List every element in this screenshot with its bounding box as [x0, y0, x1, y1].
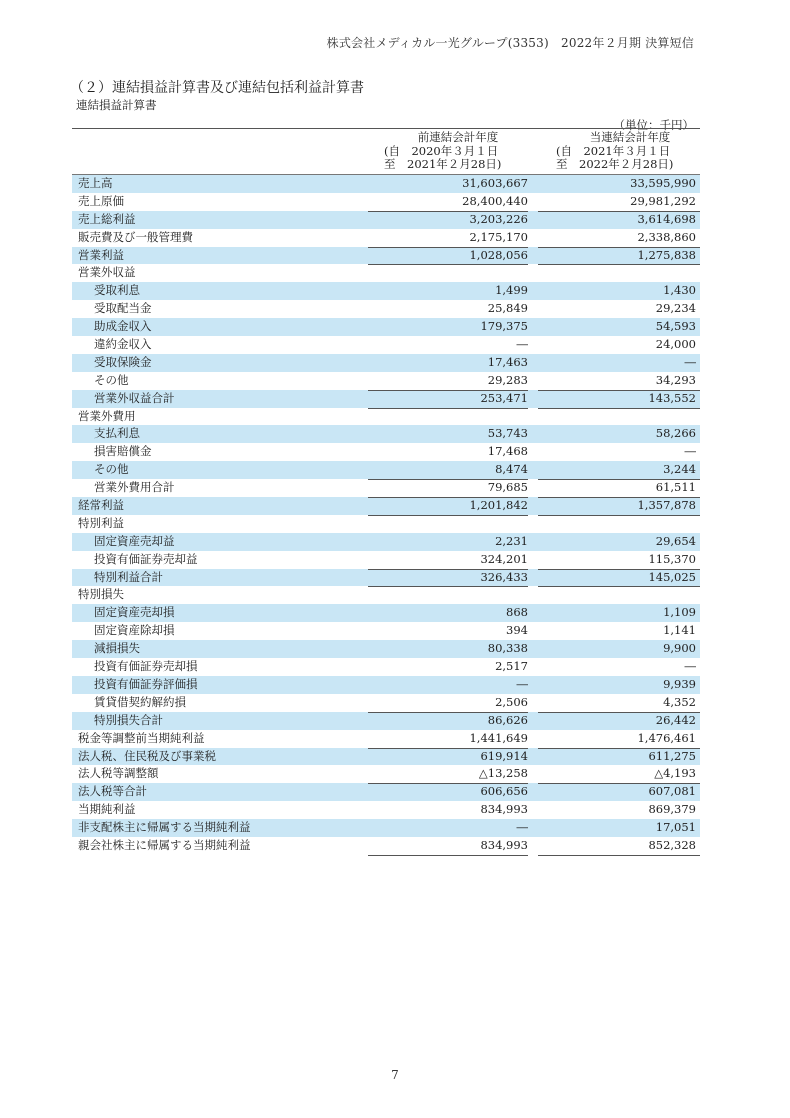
table-row [72, 748, 700, 766]
curr-year-from: (自 2021年３月１日 [556, 143, 671, 158]
value-prev: 1,441,649 [469, 730, 528, 745]
row-label: 受取配当金 [94, 301, 152, 316]
value-curr: 1,357,878 [637, 498, 696, 513]
value-prev: 28,400,440 [462, 193, 528, 208]
value-curr: 58,266 [655, 426, 696, 441]
row-label: 特別利益合計 [94, 569, 163, 584]
value-curr: ― [684, 659, 696, 674]
value-prev: 53,743 [487, 426, 528, 441]
value-prev: 606,656 [480, 784, 528, 799]
table-row [72, 569, 700, 587]
row-label: 法人税等調整額 [78, 766, 159, 781]
value-curr: 143,552 [648, 390, 696, 405]
table-row [72, 461, 700, 479]
section-title: （２）連結損益計算書及び連結包括利益計算書 [70, 80, 364, 96]
table-row [72, 264, 700, 282]
value-curr: 852,328 [648, 837, 696, 852]
statement-subtitle: 連結損益計算書 [76, 98, 157, 112]
row-label: 税金等調整前当期純利益 [78, 730, 205, 745]
curr-year-to: 至 2022年２月28日) [556, 157, 674, 171]
table-row [72, 676, 700, 694]
table-row [72, 658, 700, 676]
column-header-prev-year [378, 131, 538, 172]
row-label: 非支配株主に帰属する当期純利益 [78, 820, 251, 835]
value-curr: ― [684, 444, 696, 459]
value-prev: ― [516, 337, 528, 352]
value-curr: 611,275 [648, 748, 696, 763]
value-prev: ― [516, 676, 528, 691]
value-curr: 34,293 [655, 372, 696, 387]
value-curr: 61,511 [655, 480, 696, 495]
value-prev: 8,474 [495, 462, 528, 477]
table-row [72, 193, 700, 211]
value-curr: 29,981,292 [630, 193, 696, 208]
value-prev: 324,201 [480, 551, 528, 566]
row-label: 営業利益 [78, 247, 124, 262]
row-label: その他 [94, 372, 129, 387]
value-prev: 29,283 [487, 372, 528, 387]
value-prev: 1,499 [495, 283, 528, 298]
table-row [72, 730, 700, 748]
table-row [72, 318, 700, 336]
table-row [72, 443, 700, 461]
value-curr: 3,244 [663, 462, 696, 477]
income-statement-table [72, 128, 700, 857]
value-curr: 29,654 [655, 533, 696, 548]
value-prev: 394 [506, 623, 528, 638]
row-label: 受取保険金 [94, 354, 152, 369]
prev-year-from: (自 2020年３月１日 [384, 143, 499, 158]
table-row [72, 175, 700, 193]
row-label: 固定資産売却益 [94, 533, 175, 548]
row-label: 営業外費用 [78, 408, 136, 423]
table-row [72, 712, 700, 730]
row-label: 売上原価 [78, 193, 124, 208]
value-prev: 619,914 [480, 748, 528, 763]
row-label: 固定資産売却損 [94, 605, 175, 620]
row-label: 助成金収入 [94, 319, 152, 334]
row-label: 違約金収入 [94, 337, 152, 352]
value-curr: 17,051 [655, 820, 696, 835]
row-label: 特別損失合計 [94, 712, 163, 727]
table-row [72, 801, 700, 819]
value-curr: 1,275,838 [637, 247, 696, 262]
value-curr: 145,025 [648, 569, 696, 584]
row-label: 損害賠償金 [94, 444, 152, 459]
table-row [72, 408, 700, 426]
value-curr: 29,234 [655, 301, 696, 316]
value-prev: 326,433 [480, 569, 528, 584]
row-label: 経常利益 [78, 498, 124, 513]
value-prev: 17,468 [487, 444, 528, 459]
table-row [72, 354, 700, 372]
value-prev: △13,258 [478, 766, 528, 781]
value-prev: 80,338 [487, 641, 528, 656]
row-label: 法人税等合計 [78, 784, 147, 799]
value-prev: 79,685 [487, 480, 528, 495]
row-label: 特別利益 [78, 515, 124, 530]
row-label: 支払利息 [94, 426, 140, 441]
value-curr: 24,000 [655, 337, 696, 352]
prev-year-title: 前連結会計年度 [417, 130, 499, 144]
table-row [72, 229, 700, 247]
row-label: 特別損失 [78, 587, 124, 602]
value-curr: 607,081 [648, 784, 696, 799]
value-curr: 1,430 [663, 283, 696, 298]
row-label: 営業外収益合計 [94, 390, 175, 405]
value-prev: 2,175,170 [469, 229, 528, 244]
value-curr: △4,193 [654, 766, 696, 781]
value-curr: 3,614,698 [637, 211, 696, 226]
curr-year-title: 当連結会計年度 [589, 130, 671, 144]
table-row [72, 551, 700, 569]
table-header [72, 129, 700, 175]
table-row [72, 247, 700, 265]
value-curr: 26,442 [655, 712, 696, 727]
row-label: 販売費及び一般管理費 [78, 229, 193, 244]
prev-year-to: 至 2021年２月28日) [384, 157, 502, 171]
table-row [72, 783, 700, 801]
table-row [72, 533, 700, 551]
value-curr: 9,939 [663, 676, 696, 691]
row-label: 賃貸借契約解約損 [94, 694, 186, 709]
table-row [72, 819, 700, 837]
table-row [72, 425, 700, 443]
value-curr: 1,141 [663, 623, 696, 638]
value-prev: 31,603,667 [462, 176, 528, 190]
row-label: 受取利息 [94, 283, 140, 298]
value-curr: 1,109 [663, 605, 696, 620]
table-row [72, 497, 700, 515]
value-prev: 25,849 [487, 301, 528, 316]
value-prev: 3,203,226 [469, 211, 528, 226]
value-prev: 2,231 [495, 533, 528, 548]
closing-rule [72, 855, 700, 857]
table-row [72, 640, 700, 658]
table-row [72, 515, 700, 533]
value-curr: 869,379 [648, 802, 696, 817]
table-row [72, 694, 700, 712]
row-label: 売上総利益 [78, 211, 136, 226]
table-row [72, 765, 700, 783]
table-row [72, 837, 700, 855]
value-curr: 33,595,990 [630, 176, 696, 190]
row-label: 法人税、住民税及び事業税 [78, 748, 216, 763]
row-label: その他 [94, 462, 129, 477]
value-curr: 2,338,860 [637, 229, 696, 244]
value-curr: 9,900 [663, 641, 696, 656]
value-prev: 179,375 [480, 319, 528, 334]
value-prev: 2,517 [495, 659, 528, 674]
table-row [72, 300, 700, 318]
row-label: 営業外収益 [78, 265, 136, 280]
value-curr: 115,370 [648, 551, 696, 566]
table-row [72, 282, 700, 300]
value-curr: 1,476,461 [637, 730, 696, 745]
value-prev: 1,028,056 [469, 247, 528, 262]
row-label: 当期純利益 [78, 802, 136, 817]
row-label: 投資有価証券売却益 [94, 551, 198, 566]
value-prev: 86,626 [487, 712, 528, 727]
row-label: 固定資産除却損 [94, 623, 175, 638]
table-row [72, 604, 700, 622]
value-prev: 868 [506, 605, 528, 620]
table-row [72, 479, 700, 497]
row-label: 親会社株主に帰属する当期純利益 [78, 837, 251, 852]
table-row [72, 336, 700, 354]
value-prev: 2,506 [495, 694, 528, 709]
table-row [72, 390, 700, 408]
value-curr: ― [684, 354, 696, 369]
page-number: 7 [391, 1068, 399, 1082]
unit-label: （単位：千円） [613, 118, 694, 132]
table-row [72, 372, 700, 390]
table-row [72, 211, 700, 229]
value-prev: 834,993 [480, 802, 528, 817]
report-header: 株式会社メディカル一光グループ(3353) 2022年２月期 決算短信 [326, 36, 694, 50]
row-label: 減損損失 [94, 641, 140, 656]
row-label: 営業外費用合計 [94, 480, 175, 495]
value-prev: 17,463 [487, 354, 528, 369]
row-label: 投資有価証券売却損 [94, 659, 198, 674]
value-prev: 253,471 [480, 390, 528, 405]
row-label: 投資有価証券評価損 [94, 676, 198, 691]
value-prev: 1,201,842 [469, 498, 528, 513]
value-curr: 54,593 [655, 319, 696, 334]
value-prev: ― [516, 820, 528, 835]
table-row [72, 622, 700, 640]
column-header-curr-year [550, 131, 710, 172]
row-label: 売上高 [78, 176, 113, 190]
value-prev: 834,993 [480, 837, 528, 852]
table-row [72, 586, 700, 604]
value-curr: 4,352 [663, 694, 696, 709]
